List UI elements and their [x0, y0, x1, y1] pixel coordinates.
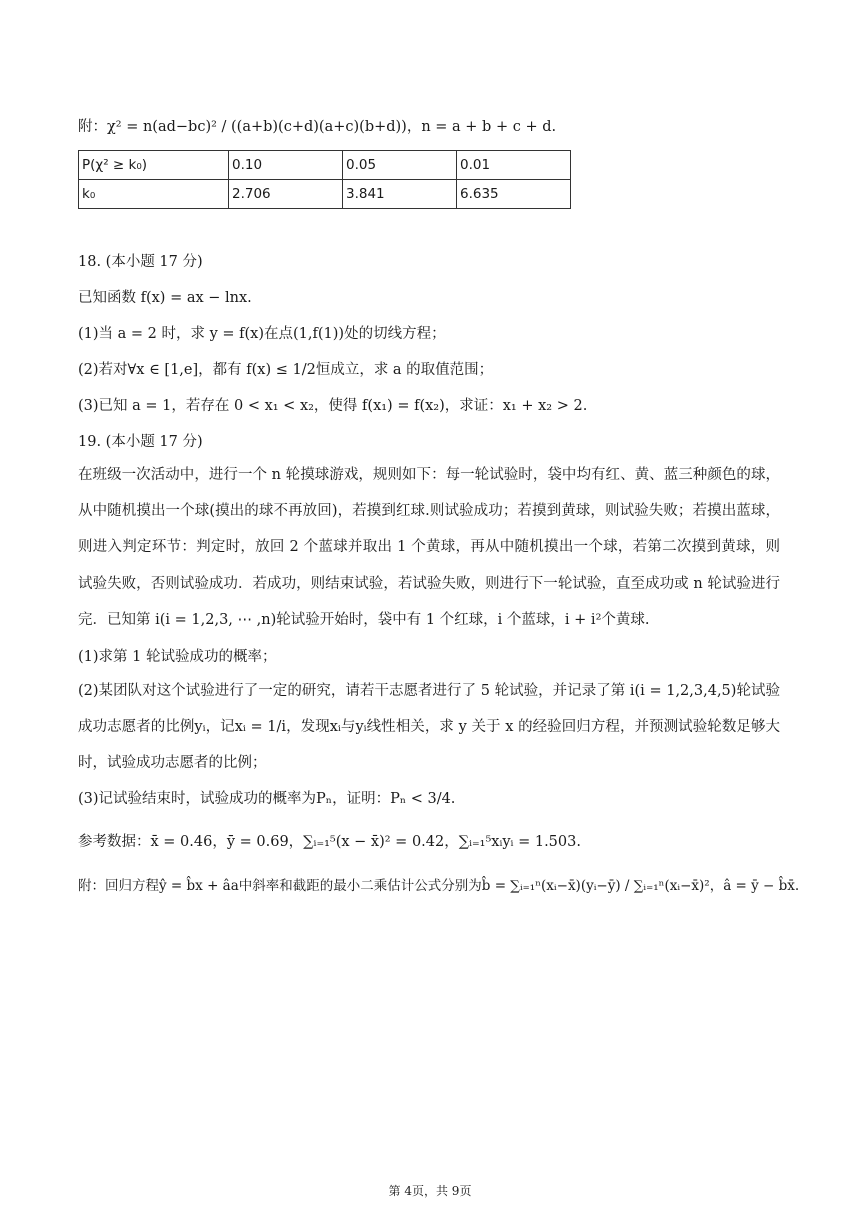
q18-part-3: (3)已知 a = 1，若存在 0 < x₁ < x₂，使得 f(x₁) = f(x₂)，求证：x₁ + x₂ > 2. — [78, 398, 588, 414]
table-cell: k₀ — [79, 180, 229, 209]
critical-value-table — [78, 150, 571, 209]
q19-regression-appendix: 附：回归方程ŷ = b̂x + âa中斜率和截距的最小二乘估计公式分别为b̂ = ∑ᵢ₌₁ⁿ(xᵢ−x̄)(yᵢ−ȳ) / ∑ᵢ₌₁ⁿ(xᵢ−x̄)²，â = ȳ − b̂x̄. — [78, 878, 800, 894]
q19-stem: 在班级一次活动中，进行一个 n 轮摸球游戏，规则如下：每一轮试验时，袋中均有红、黄、蓝三种颜色的球，从中随机摸出一个球(摸出的球不再放回)，若摸到红球.则试验成功；若摸到黄球，则试验失败；若摸出蓝球，则进入判定环节：判定时，放回 2 个蓝球并取出 1 个黄球，再从中随机摸出一个球，若第二次摸到黄球，则试验失败，否则试验成功．若成功，则结束试验，若试验失败，则进行下一轮试验，直至成功或 n 轮试验进行完．已知第 i(i = 1,2,3, ⋯ ,n)轮试验开始时，袋中有 1 个红球，i 个蓝球，i + i²个黄球. — [78, 467, 780, 628]
table-cell: P(χ² ≥ k₀) — [79, 151, 229, 180]
page-footer: 第 4页，共 9页 — [388, 1184, 472, 1198]
table-row — [79, 180, 571, 209]
table-cell: 6.635 — [457, 180, 571, 209]
q19-header: 19. (本小题 17 分) — [78, 434, 203, 450]
table-cell: 0.01 — [457, 151, 571, 180]
table-row — [79, 151, 571, 180]
table-cell: 0.05 — [343, 151, 457, 180]
q18-stem: 已知函数 f(x) = ax − lnx. — [78, 290, 252, 306]
q18-part-2: (2)若对∀x ∈ [1,e]，都有 f(x) ≤ 1/2恒成立，求 a 的取值范围； — [78, 362, 494, 378]
table-cell: 0.10 — [229, 151, 343, 180]
chi-square-appendix: 附：χ² = n(ad−bc)² / ((a+b)(c+d)(a+c)(b+d))，n = a + b + c + d. — [78, 119, 557, 135]
q19-part-3: (3)记试验结束时，试验成功的概率为Pₙ，证明：Pₙ < 3/4. — [78, 791, 456, 807]
q19-part-2: (2)某团队对这个试验进行了一定的研究，请若干志愿者进行了 5 轮试验，并记录了第 i(i = 1,2,3,4,5)轮试验成功志愿者的比例yᵢ，记xᵢ = 1/i，发现xᵢ与yᵢ线性相关，求 y 关于 x 的经验回归方程，并预测试验轮数足够大时，试验成功志愿者的比例； — [78, 683, 780, 772]
q19-part-1: (1)求第 1 轮试验成功的概率； — [78, 649, 277, 665]
q19-reference-data: 参考数据：x̄ = 0.46，ȳ = 0.69，∑ᵢ₌₁⁵(x − x̄)² = 0.42，∑ᵢ₌₁⁵xᵢyᵢ = 1.503. — [78, 834, 581, 850]
q18-header: 18. (本小题 17 分) — [78, 254, 203, 270]
q18-part-1: (1)当 a = 2 时，求 y = f(x)在点(1,f(1))处的切线方程； — [78, 326, 446, 342]
table-cell: 3.841 — [343, 180, 457, 209]
table-cell: 2.706 — [229, 180, 343, 209]
